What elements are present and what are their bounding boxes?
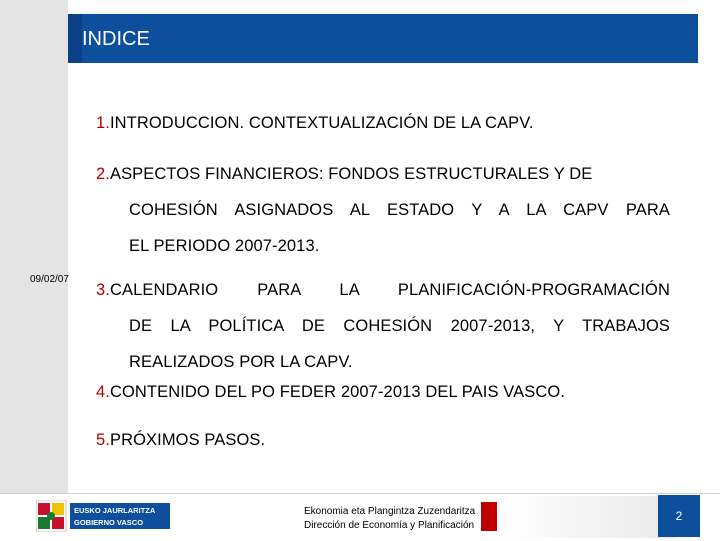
index-item-4 — [96, 382, 670, 418]
item-line: REALIZADOS POR LA CAPV. — [129, 353, 353, 371]
index-item-2 — [96, 164, 670, 272]
item-line: DE LA POLÍTICA DE COHESIÓN 2007-2013, Y TRABAJOS — [129, 317, 670, 335]
department-name-basque: Ekonomia eta Plangintza Zuzendaritza — [304, 506, 476, 517]
item-line: CONTENIDO DEL PO FEDER 2007-2013 DEL PAIS VASCO. — [109, 383, 565, 401]
item-number: 5. — [96, 431, 110, 449]
svg-text:GOBIERNO VASCO: GOBIERNO VASCO — [74, 518, 144, 527]
gobierno-vasco-logo — [36, 500, 171, 532]
footer-gradient — [497, 496, 677, 538]
slide-date: 09/02/07 — [30, 274, 69, 285]
item-line: COHESIÓN ASIGNADOS AL ESTADO Y A LA CAPV PARA — [129, 201, 670, 219]
index-item-3 — [96, 280, 670, 388]
item-number: 1. — [96, 114, 110, 132]
page-title: INDICE — [82, 28, 150, 50]
index-item-5 — [96, 430, 670, 466]
department-name — [304, 505, 475, 533]
item-number: 2. — [96, 165, 110, 183]
item-number: 4. — [96, 383, 110, 401]
item-line: INTRODUCCION. CONTEXTUALIZACIÓN DE LA CAPV. — [109, 114, 534, 132]
item-line: CALENDARIO PARA LA PLANIFICACIÓN-PROGRAMACIÓN — [109, 281, 670, 299]
item-line: EL PERIODO 2007-2013. — [129, 237, 320, 255]
title-bar — [68, 14, 698, 63]
left-sidebar-panel — [0, 0, 68, 493]
title-bar-accent — [68, 14, 82, 63]
red-marker — [481, 502, 497, 531]
item-number: 3. — [96, 281, 110, 299]
department-name-spanish: Dirección de Economía y Planificación — [304, 520, 475, 531]
page-number: 2 — [658, 495, 700, 537]
item-line: PRÓXIMOS PASOS. — [109, 431, 266, 449]
svg-text:EUSKO JAURLARITZA: EUSKO JAURLARITZA — [74, 506, 156, 515]
index-item-1 — [96, 113, 670, 149]
item-line: ASPECTOS FINANCIEROS: FONDOS ESTRUCTURALES Y DE — [109, 165, 593, 183]
